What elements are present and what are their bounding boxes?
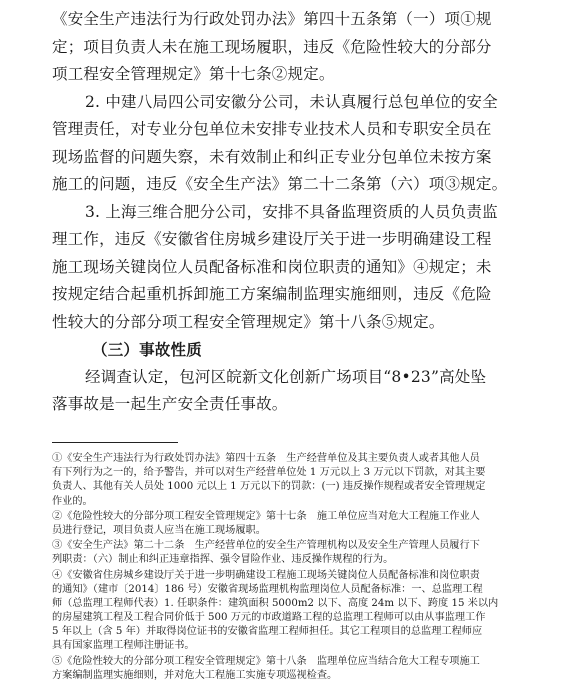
footnote-line: 员进行登记，项目负责人应当在施工现场履职。 — [52, 524, 266, 536]
body-line: 项工程安全管理规定》第十七条②规定。 — [52, 65, 335, 83]
body-line: 现场监督的问题失察，未有效制止和纠正专业分包单位未按方案 — [52, 147, 492, 166]
footnote-line: ①《安全生产违法行为行政处罚办法》第四十五条 生产经营单位及其主要负责人或者其他人员 — [52, 453, 480, 464]
footnote-line: ④《安徽省住房城乡建设厅关于进一步明确建设工程施工现场关键岗位人员配备标准和岗位职责 — [52, 569, 480, 581]
body-line: 性较大的分部分项工程安全管理规定》第十八条⑤规定。 — [52, 312, 445, 331]
body-line: 按规定结合起重机拆卸施工方案编制监理实施细则，违反《危险 — [52, 285, 492, 303]
document-page — [52, 0, 557, 679]
body-line: 定；项目负责人未在施工现场履职，违反《危险性较大的分部分 — [52, 37, 492, 56]
body-line: 施工的问题，违反《安全生产法》第二十二条第（六）项③规定。 — [52, 175, 508, 193]
footnote-line: 师（总监理工程师代表）1. 任职条件：建筑面积 5000m2 以下、高度 24m 以下、跨度 15 米以内 — [52, 597, 499, 609]
body-line: 经调查认定，包河区皖新文化创新广场项目“8•23”高处坠 — [85, 367, 487, 386]
footnote-line: 作业的。 — [52, 495, 93, 507]
body-line: 2. 中建八局四公司安徽分公司，未认真履行总包单位的安全 — [85, 92, 498, 111]
footnote-line: 具有国家监理工程师注册证书。 — [52, 640, 195, 652]
body-line: 管理责任，对专业分包单位未安排专业技术人员和专职安全员在 — [52, 120, 492, 138]
body-line: 理工作，违反《安徽省住房城乡建设厅关于进一步明确建设工程 — [52, 230, 492, 248]
footnote-line: 负责人、其他有关人员处 1000 元以上 1 万元以下的罚款：(一) 违反操作规程或者安全管理规定 — [52, 481, 486, 493]
footnote-line: 的房屋建筑工程及工程合同价低于 500 万元的市政道路工程的总监理工程师可以由从事监理工作 — [52, 612, 486, 624]
body-line: 3. 上海三维合肥分公司，安排不具备监理资质的人员负责监 — [85, 202, 498, 221]
footnote-line: 列职责：（六）制止和纠正违章指挥、强令冒险作业、违反操作规程的行为。 — [52, 554, 394, 566]
footnote-divider — [52, 442, 178, 443]
footnote-line: ⑤《危险性较大的分部分项工程安全管理规定》第十八条 监理单位应当结合危大工程专项施工 — [52, 655, 480, 667]
footnote-line: ③《安全生产法》第二十二条 生产经营单位的安全生产管理机构以及安全生产管理人员履行下 — [52, 540, 480, 552]
body-line: 《安全生产违法行为行政处罚办法》第四十五条第（一）项①规 — [52, 10, 492, 28]
footnote-line: 的通知》（建市〔2014〕186 号）安徽省现场监理机构监理岗位人员配备标准：一、总监理工程 — [52, 583, 483, 595]
document-body — [52, 6, 557, 419]
body-line: 施工现场关键岗位人员配备标准和岗位职责的通知》④规定；未 — [52, 257, 492, 276]
section-heading: （三）事故性质 — [92, 340, 202, 359]
body-line: 落事故是一起生产安全责任事故。 — [52, 395, 288, 413]
footnote-line: ②《危险性较大的分部分项工程安全管理规定》第十七条 施工单位应当对危大工程施工作业人 — [52, 510, 480, 522]
footnote-line: 方案编制监理实施细则，并对危大工程施工实施专项巡视检查。 — [52, 669, 338, 681]
footnote-line: 有下列行为之一的，给予警告，并可以对生产经营单位处 1 万元以上 3 万元以下罚款，对其主要 — [52, 467, 486, 479]
footnotes — [52, 452, 557, 683]
footnote-line: 5 年以上（含 5 年）并取得岗位证书的安徽省监理工程师担任。其它工程项目的总监理工程师应 — [52, 626, 483, 638]
